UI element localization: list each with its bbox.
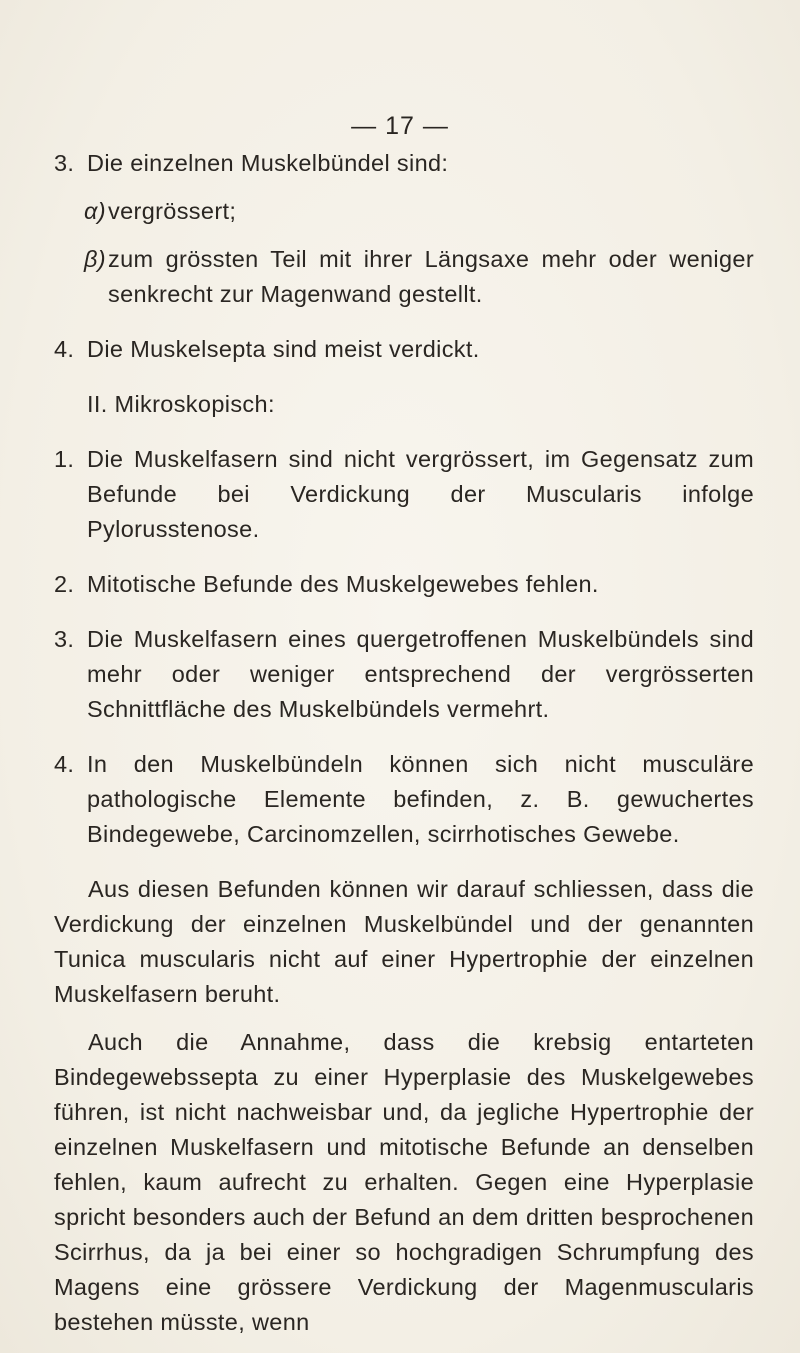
item-number: 1. bbox=[54, 446, 75, 472]
list-item bbox=[54, 622, 754, 727]
item-number: 4. bbox=[54, 336, 75, 362]
sub-item-alpha bbox=[54, 194, 754, 229]
sub-item-letter: α) bbox=[84, 198, 106, 224]
item-number: 2. bbox=[54, 571, 75, 597]
item-text: Die Muskelfasern sind nicht vergrössert, im Gegensatz zum Befunde bei Verdickung der Muscularis infolge Pylorusstenose. bbox=[87, 446, 754, 542]
item-text: Mitotische Befunde des Muskelgewebes fehlen. bbox=[87, 571, 599, 597]
paragraph: Auch die Annahme, dass die krebsig entarteten Bindegewebssepta zu einer Hyperplasie des Muskelgewebes führen, ist nicht nachweisbar und, da jegliche Hypertrophie der einzelnen Muskelfasern und mitotische Befunde an denselben fehlen, kaum aufrecht zu erhalten. Gegen eine Hyperplasie spricht besonders auch der Befund an dem dritten besprochenen Scirrhus, da ja bei einer so hochgradigen Schrumpfung des Magens eine grössere Verdickung der Magenmuscularis bestehen müsste, wenn bbox=[54, 1029, 754, 1335]
item-text: Die Muskelfasern eines quergetroffenen Muskelbündels sind mehr oder weniger entsprechend der vergrösserten Schnittfläche des Muskelbündels vermehrt. bbox=[87, 626, 754, 722]
list-item bbox=[54, 332, 754, 367]
item-text: Die Muskelsepta sind meist verdickt. bbox=[87, 336, 480, 362]
page-body bbox=[54, 146, 754, 1340]
item-number: 3. bbox=[54, 150, 75, 176]
list-item bbox=[54, 146, 754, 181]
sub-item-text: zum grössten Teil mit ihrer Längsaxe mehr oder weniger senkrecht zur Magenwand gestellt. bbox=[108, 246, 754, 307]
paragraph: Aus diesen Befunden können wir darauf schliessen, dass die Verdickung der einzelnen Muskelbündel und der genannten Tunica muscularis nicht auf einer Hypertrophie der einzelnen Muskelfasern beruht. bbox=[54, 876, 754, 1007]
item-number: 4. bbox=[54, 751, 75, 777]
list-item bbox=[54, 442, 754, 547]
list-item bbox=[54, 747, 754, 852]
item-text: In den Muskelbündeln können sich nicht musculäre pathologische Elemente befinden, z. B. gewuchertes Bindegewebe, Carcinomzellen, scirrhotisches Gewebe. bbox=[87, 751, 754, 847]
item-text: Die einzelnen Muskelbündel sind: bbox=[87, 150, 449, 176]
item-number: 3. bbox=[54, 626, 75, 652]
section-heading: II. Mikroskopisch: bbox=[87, 391, 275, 417]
page-number: — 17 — bbox=[351, 112, 449, 140]
list-item bbox=[54, 567, 754, 602]
sub-item-text: vergrössert; bbox=[108, 198, 237, 224]
sub-item-letter: β) bbox=[84, 246, 106, 272]
sub-item-beta bbox=[54, 242, 754, 312]
